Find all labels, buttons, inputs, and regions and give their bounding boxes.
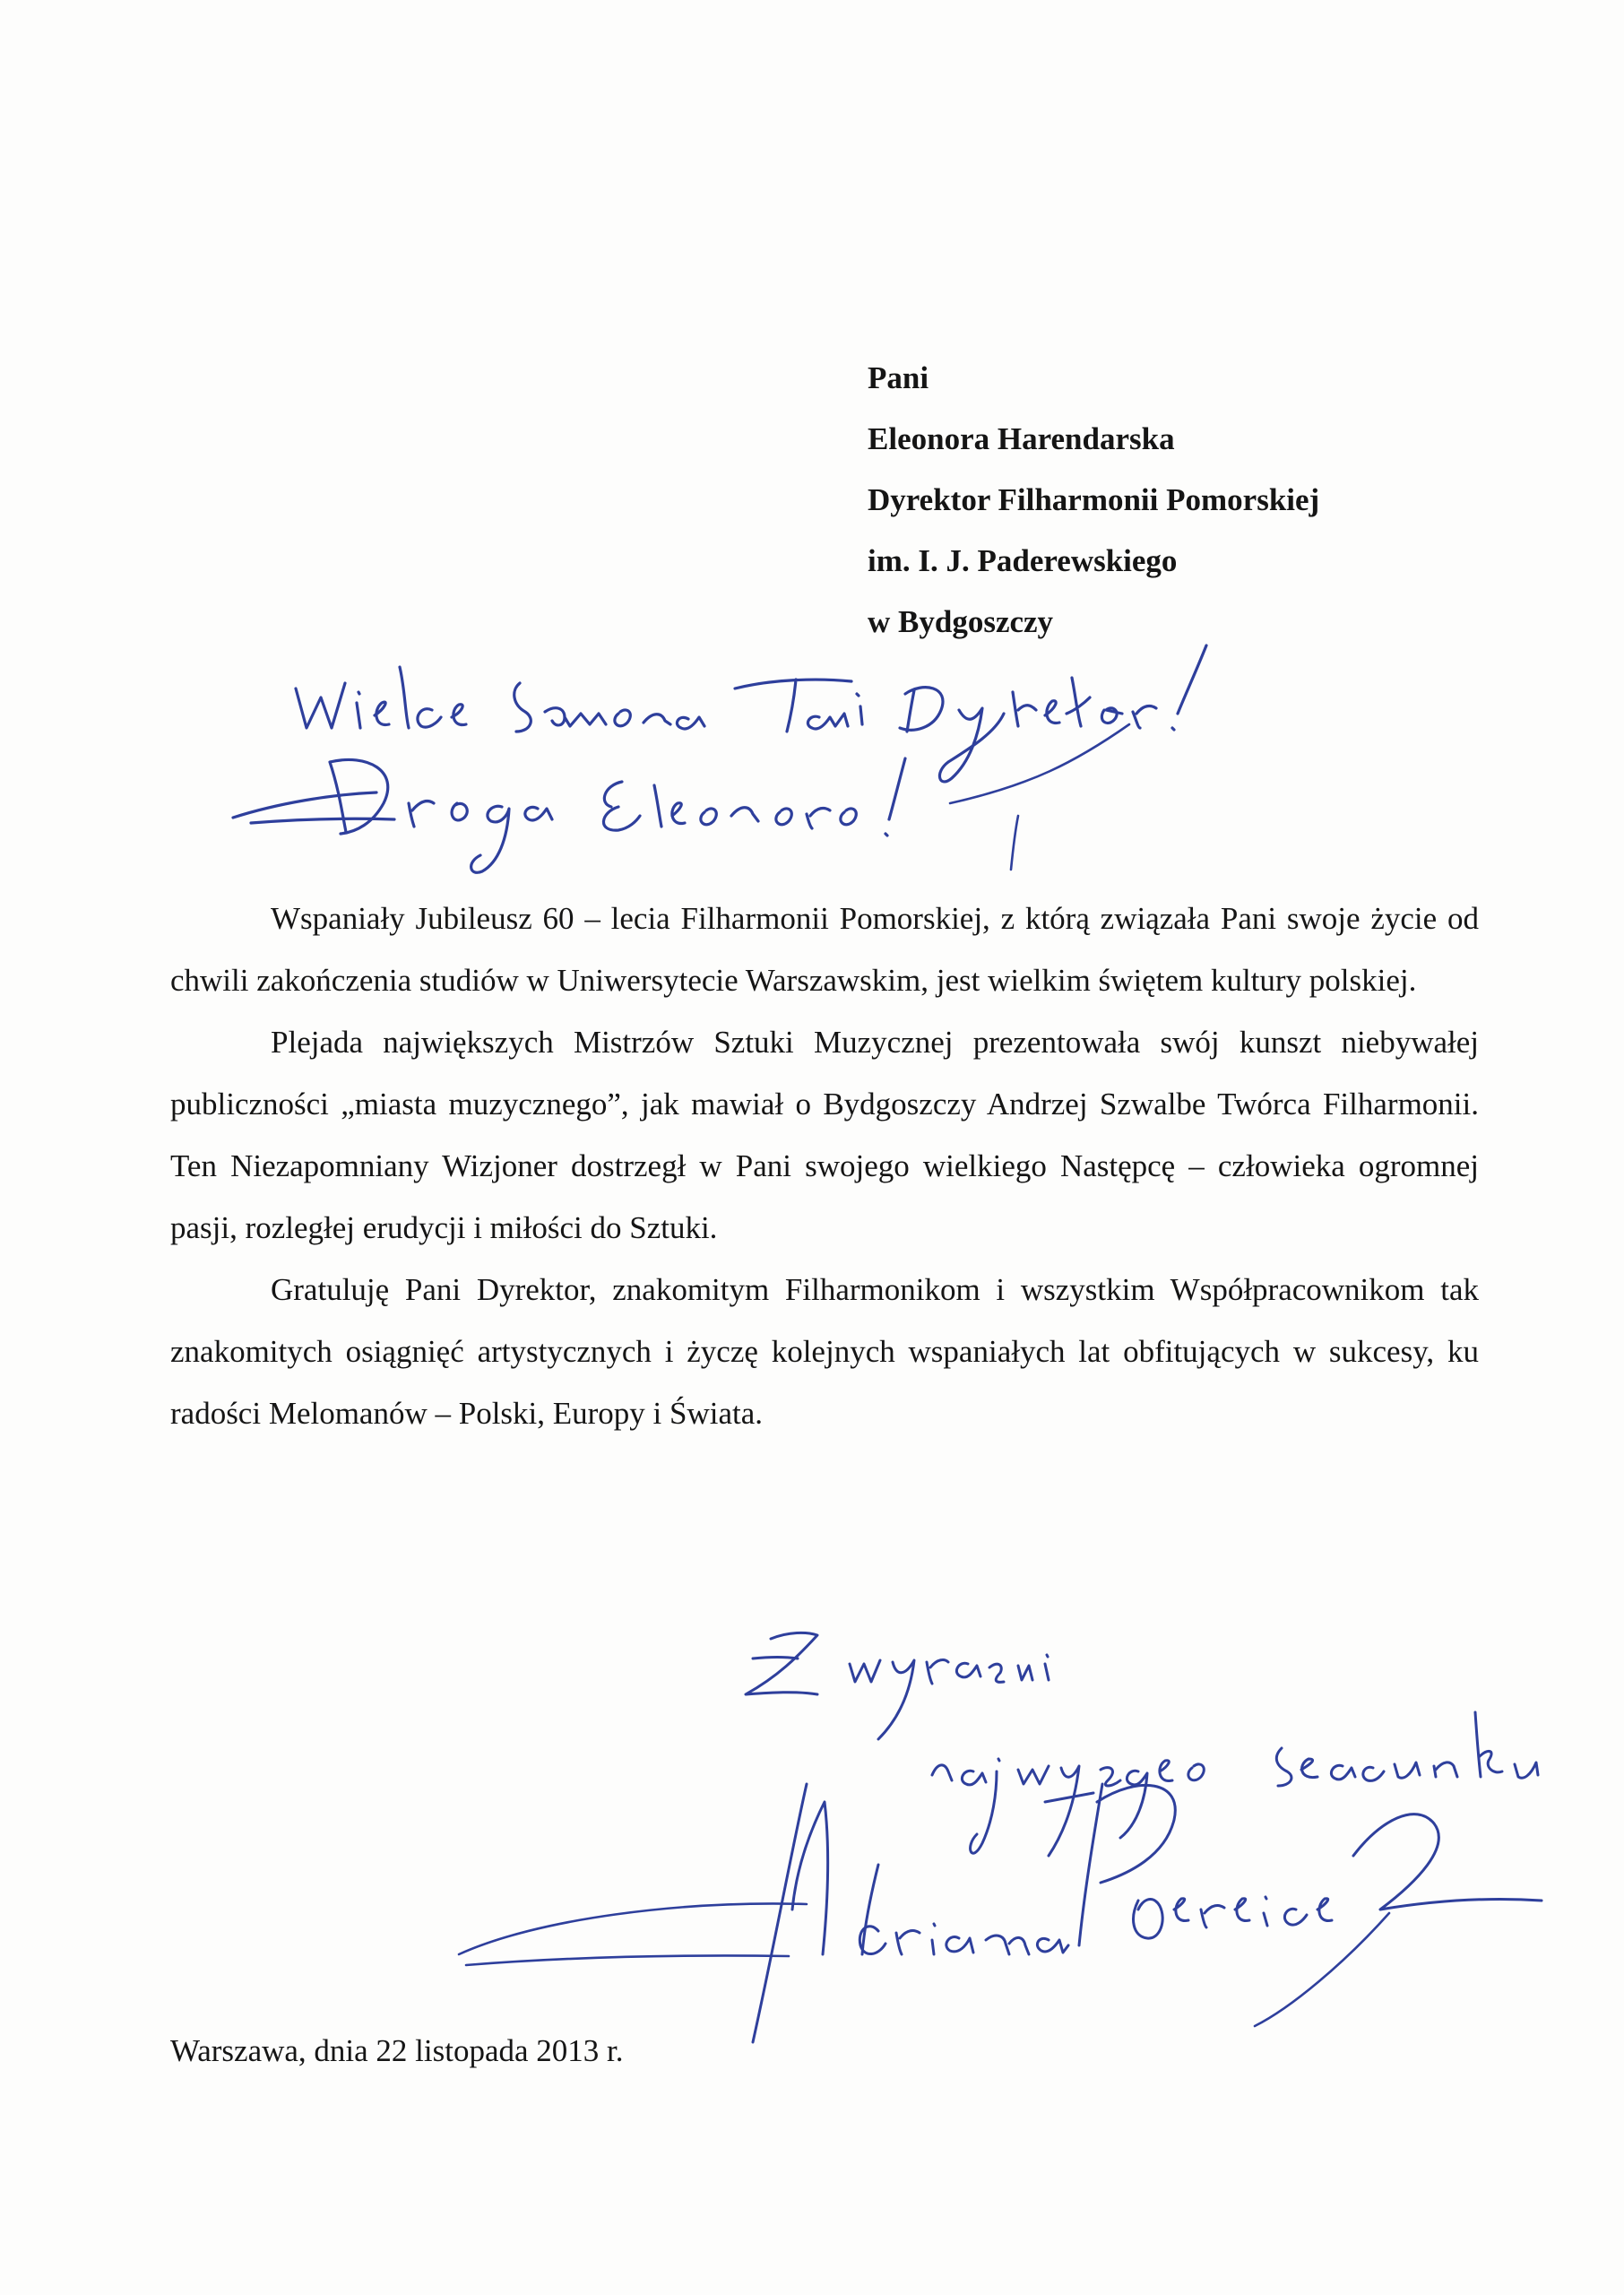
recipient-line: im. I. J. Paderewskiego — [868, 543, 1178, 578]
recipient-line: Pani — [868, 360, 929, 395]
handwritten-salutation — [197, 628, 1407, 896]
recipient-line: w Bydgoszczy — [868, 604, 1054, 639]
letter-body — [170, 888, 1479, 1444]
recipient-line: Dyrektor Filharmonii Pomorskiej — [868, 482, 1320, 517]
recipient-line: Eleonora Harendarska — [868, 421, 1175, 456]
recipient-address — [868, 348, 1495, 653]
body-paragraph: Plejada największych Mistrzów Sztuki Muzycznej prezentowała swój kunszt niebywałej publiczności „miasta muzycznego”, jak mawiał o Bydgoszczy Andrzej Szwalbe Twórca Filharmonii. Ten Niezapomniany Wizjoner dostrzegł w Pani swojego wielkiego Następcę – człowieka ogromnej pasji, rozległej erudycji i miłości do Sztuki. — [170, 1025, 1479, 1245]
place-and-date: Warszawa, dnia 22 listopada 2013 r. — [170, 2033, 624, 2068]
body-paragraph: Gratuluję Pani Dyrektor, znakomitym Filharmonikom i wszystkim Współpracownikom tak znakomitych osiągnięć artystycznych i życzę kolejnych wspaniałych lat obfitujących w sukcesy, ku radości Melomanów – Polski, Europy i Świata. — [170, 1272, 1479, 1431]
body-paragraph: Wspaniały Jubileusz 60 – lecia Filharmonii Pomorskiej, z którą związała Pani swoje życie od chwili zakończenia studiów w Uniwersytecie Warszawskim, jest wielkim świętem kultury polskiej. — [170, 901, 1479, 998]
